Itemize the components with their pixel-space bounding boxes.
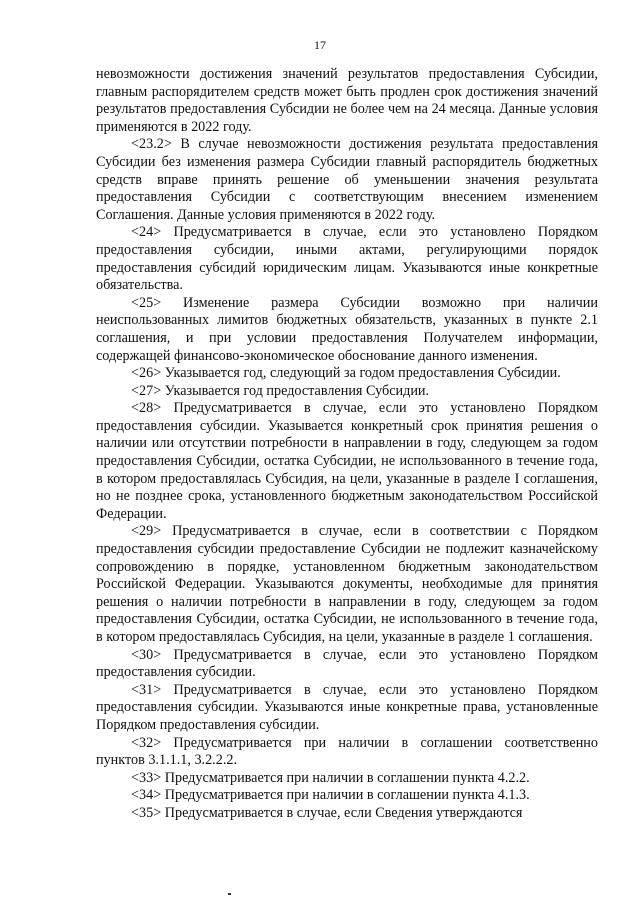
page-number: 17 (314, 38, 326, 52)
footnote-33: <33> Предусматривается при наличии в соглашении пункта 4.2.2. (131, 769, 530, 786)
footnote-23-2: <23.2> В случае невозможности достижения результата предоставления Субсидии без изменения размера Субсидии главный распорядитель бюджетных средств вправе принять решение об уменьшении значения результата предоставления Субсидии с соответствующим внесением изменением Соглашения. Данные условия применяются в 2022 году. (96, 136, 598, 223)
footnote-30: <30> Предусматривается в случае, если это установлено Порядком предоставления субсидии. (96, 646, 598, 681)
footnote-29: <29> Предусматривается в случае, если в соответствии с Порядком предоставления субсидии предоставление Субсидии не подлежит казначейскому сопровождению в порядке, установленном бюджетным законодательством Российской Федерации. Указываются документы, необходимые для принятия решения о наличии потребности в направлении в году, следующем за годом предоставления Субсидии, остатка Субсидии, не использованного в течение года, в котором предоставлялась Субсидия, на цели, указанные в разделе 1 соглашения. (96, 523, 598, 645)
footnote-31: <31> Предусматривается в случае, если это установлено Порядком предоставления субсидии. Указываются иные конкретные права, установленные Порядком предоставления субсидии. (96, 681, 598, 733)
body-text (96, 66, 598, 823)
footnote-34: <34> Предусматривается при наличии в соглашении пункта 4.1.3. (131, 787, 530, 804)
footnote-32: <32> Предусматривается при наличии в соглашении соответственно пунктов 3.1.1.1, 3.2.2.2. (96, 734, 598, 769)
footnote-28: <28> Предусматривается в случае, если это установлено Порядком предоставления субсидии. Указывается конкретный срок принятия решения о наличии или отсутствии потребности в направлении в году, следующем за годом предоставления Субсидии, остатка Субсидии, не использованного в течение года, в котором предоставлялась Субсидия, на цели, указанные в разделе I соглашения, но не позднее срока, установленного бюджетным законодательством Российской Федерации. (96, 400, 598, 522)
paragraph-continuation: невозможности достижения значений результатов предоставления Субсидии, главным распорядителем средств может быть продлен срок достижения значений результатов предоставления Субсидии не более чем на 24 месяца. Данные условия применяются в 2022 году. (96, 66, 598, 135)
footnote-26: <26> Указывается год, следующий за годом предоставления Субсидии. (131, 365, 561, 382)
footnote-27: <27> Указывается год предоставления Субсидии. (131, 382, 430, 399)
footnote-35: <35> Предусматривается в случае, если Сведения утверждаются (131, 804, 523, 821)
scan-speck (228, 893, 231, 895)
footnote-24: <24> Предусматривается в случае, если это установлено Порядком предоставления субсидии, иными актами, регулирующими порядок предоставления субсидий юридическим лицам. Указываются иные конкретные обязательства. (96, 224, 598, 294)
footnote-25: <25> Изменение размера Субсидии возможно при наличии неиспользованных лимитов бюджетных обязательств, указанных в пункте 2.1 соглашения, и при условии предоставления Получателем информации, содержащей финансово-экономическое обоснование данного изменения. (96, 294, 598, 364)
